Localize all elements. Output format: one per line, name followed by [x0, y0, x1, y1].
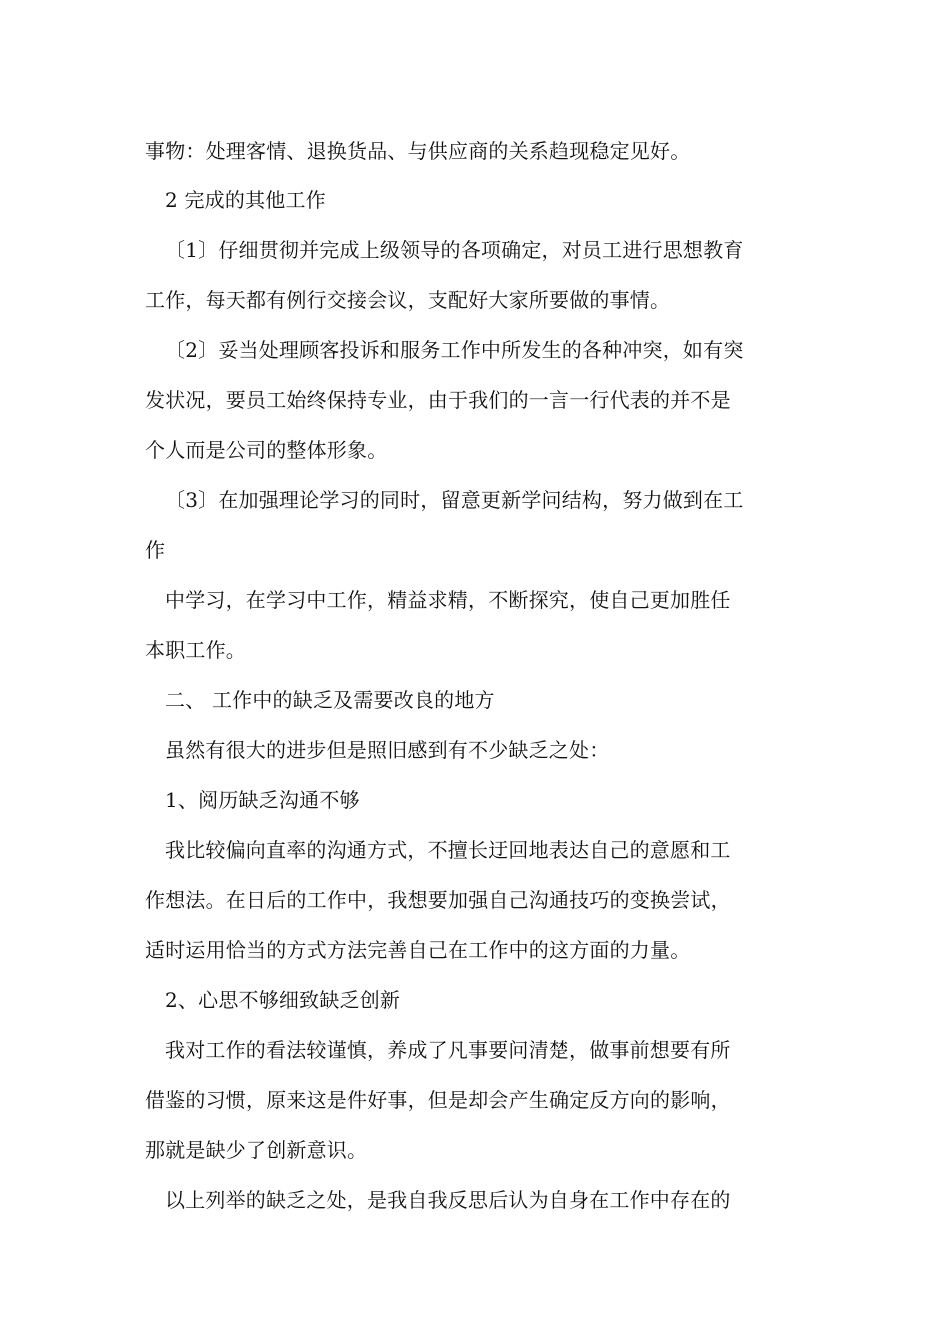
text-line-22: 以上列举的缺乏之处，是我自我反思后认为自身在工作中存在的	[165, 1188, 731, 1212]
text-line-3: 〔1〕仔细贯彻并完成上级领导的各项确定，对员工进行思想教育	[165, 238, 744, 262]
text-line-4: 工作，每天都有例行交接会议，支配好大家所要做的事情。	[145, 288, 671, 312]
text-line-16: 作想法。在日后的工作中，我想要加强自己沟通技巧的变换尝试，	[145, 888, 731, 912]
subheading-1: 1、阅历缺乏沟通不够	[165, 788, 360, 812]
text-line-8: 〔3〕在加强理论学习的同时，留意更新学问结构，努力做到在工	[165, 488, 744, 512]
text-line-11: 本职工作。	[145, 638, 246, 662]
text-line-19: 我对工作的看法较谨慎，养成了凡事要问清楚，做事前想要有所	[165, 1038, 731, 1062]
text-line-9: 作	[145, 538, 166, 562]
text-line-21: 那就是缺少了创新意识。	[145, 1138, 368, 1162]
text-line-2: 2 完成的其他工作	[165, 188, 326, 212]
section-heading: 二、 工作中的缺乏及需要改良的地方	[165, 688, 495, 712]
text-line-5: 〔2〕妥当处理顾客投诉和服务工作中所发生的各种冲突，如有突	[165, 338, 744, 362]
text-line-10: 中学习，在学习中工作，精益求精，不断探究，使自己更加胜任	[165, 588, 731, 612]
text-line-6: 发状况，要员工始终保持专业，由于我们的一言一行代表的并不是	[145, 388, 731, 412]
text-line-1: 事物：处理客情、退换货品、与供应商的关系趋现稳定见好。	[145, 139, 691, 163]
text-line-17: 适时运用恰当的方式方法完善自己在工作中的这方面的力量。	[145, 938, 691, 962]
text-line-20: 借鉴的习惯，原来这是件好事，但是却会产生确定反方向的影响，	[145, 1088, 731, 1112]
text-line-13: 虽然有很大的进步但是照旧感到有不少缺乏之处：	[165, 738, 610, 762]
subheading-2: 2、心思不够细致缺乏创新	[165, 988, 401, 1012]
text-line-15: 我比较偏向直率的沟通方式，不擅长迂回地表达自己的意愿和工	[165, 838, 731, 862]
text-line-7: 个人而是公司的整体形象。	[145, 438, 388, 462]
